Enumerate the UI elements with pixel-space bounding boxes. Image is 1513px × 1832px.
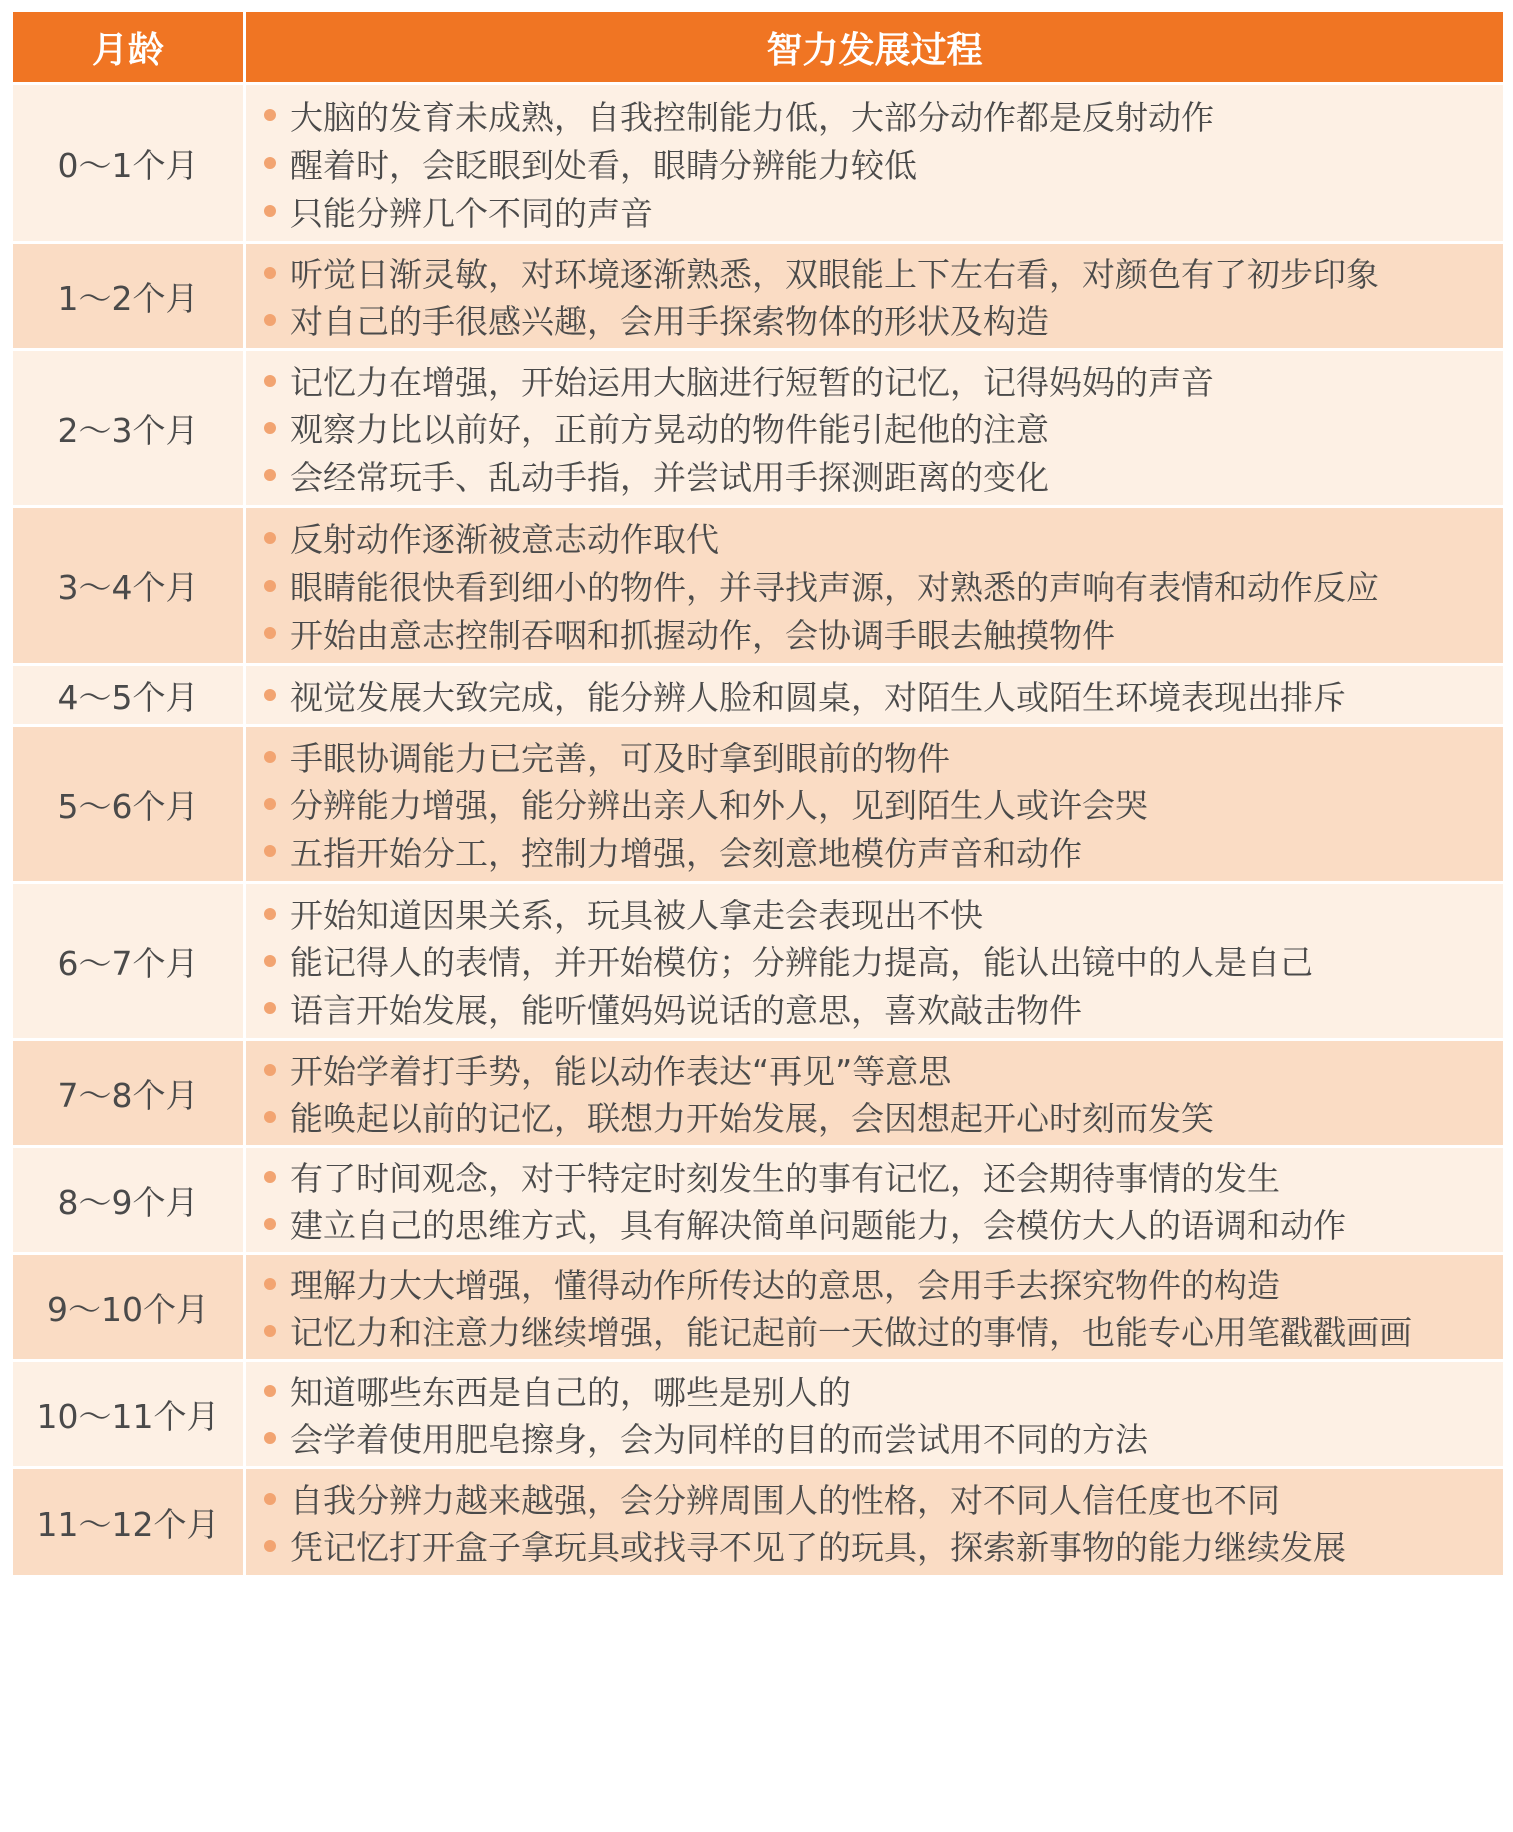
bullet-icon bbox=[264, 627, 276, 639]
item-text: 醒着时，会眨眼到处看，眼睛分辨能力较低 bbox=[290, 145, 917, 185]
bullet-icon bbox=[264, 157, 276, 169]
bullet-icon bbox=[264, 1218, 276, 1230]
bullet-icon bbox=[264, 1432, 276, 1444]
process-cell bbox=[246, 1255, 1503, 1359]
list-item bbox=[264, 672, 1497, 719]
item-text: 反射动作逐渐被意志动作取代 bbox=[290, 520, 719, 560]
bullet-icon bbox=[264, 422, 276, 434]
bullet-icon bbox=[264, 798, 276, 810]
item-text: 开始由意志控制吞咽和抓握动作，会协调手眼去触摸物件 bbox=[290, 615, 1115, 655]
list-item bbox=[264, 514, 1497, 562]
age-cell: 10～11个月 bbox=[13, 1362, 243, 1466]
development-table bbox=[13, 12, 1503, 1578]
list-item bbox=[264, 296, 1497, 343]
list-item bbox=[264, 1200, 1497, 1247]
age-cell: 11～12个月 bbox=[13, 1469, 243, 1575]
age-cell: 7～8个月 bbox=[13, 1041, 243, 1145]
bullet-icon bbox=[264, 955, 276, 967]
item-text: 观察力比以前好，正前方晃动的物件能引起他的注意 bbox=[290, 410, 1049, 450]
list-item bbox=[264, 91, 1497, 139]
list-item bbox=[264, 1307, 1497, 1354]
bullet-icon bbox=[264, 1325, 276, 1337]
item-text: 手眼协调能力已完善，可及时拿到眼前的物件 bbox=[290, 739, 950, 779]
list-item bbox=[264, 1367, 1497, 1414]
process-cell bbox=[246, 85, 1503, 241]
item-text: 只能分辨几个不同的声音 bbox=[290, 193, 653, 233]
list-item bbox=[264, 562, 1497, 610]
bullet-icon bbox=[264, 532, 276, 544]
table-row bbox=[13, 244, 1503, 348]
age-cell: 8～9个月 bbox=[13, 1148, 243, 1252]
list-item bbox=[264, 733, 1497, 780]
bullet-icon bbox=[264, 751, 276, 763]
list-item bbox=[264, 187, 1497, 235]
list-item bbox=[264, 780, 1497, 827]
item-text: 知道哪些东西是自己的，哪些是别人的 bbox=[290, 1373, 851, 1412]
item-text: 听觉日渐灵敏，对环境逐渐熟悉，双眼能上下左右看，对颜色有了初步印象 bbox=[290, 255, 1379, 294]
process-cell bbox=[246, 1469, 1503, 1575]
age-cell: 2～3个月 bbox=[13, 351, 243, 505]
process-cell bbox=[246, 884, 1503, 1038]
list-item bbox=[264, 1093, 1497, 1140]
header-process: 智力发展过程 bbox=[246, 12, 1503, 82]
table-row bbox=[13, 1469, 1503, 1575]
age-cell: 4～5个月 bbox=[13, 666, 243, 724]
process-cell bbox=[246, 1148, 1503, 1252]
bullet-icon bbox=[264, 205, 276, 217]
header-age: 月龄 bbox=[13, 12, 243, 82]
item-text: 眼睛能很快看到细小的物件，并寻找声源，对熟悉的声响有表情和动作反应 bbox=[290, 568, 1379, 607]
list-item bbox=[264, 609, 1497, 657]
bullet-icon bbox=[264, 314, 276, 326]
process-cell bbox=[246, 244, 1503, 348]
list-item bbox=[264, 1046, 1497, 1093]
age-cell: 0～1个月 bbox=[13, 85, 243, 241]
bullet-icon bbox=[264, 580, 276, 592]
age-cell: 5～6个月 bbox=[13, 727, 243, 881]
item-text: 五指开始分工，控制力增强，会刻意地模仿声音和动作 bbox=[290, 833, 1082, 873]
bullet-icon bbox=[264, 1493, 276, 1505]
age-cell: 3～4个月 bbox=[13, 508, 243, 663]
item-text: 理解力大大增强，懂得动作所传达的意思，会用手去探究物件的构造 bbox=[290, 1266, 1280, 1305]
list-item bbox=[264, 404, 1497, 451]
item-text: 语言开始发展，能听懂妈妈说话的意思，喜欢敲击物件 bbox=[290, 990, 1082, 1030]
list-item bbox=[264, 985, 1497, 1032]
table-row bbox=[13, 1255, 1503, 1359]
bullet-icon bbox=[264, 1171, 276, 1183]
bullet-icon bbox=[264, 109, 276, 121]
bullet-icon bbox=[264, 689, 276, 701]
process-cell bbox=[246, 351, 1503, 505]
item-text: 建立自己的思维方式，具有解决简单问题能力，会模仿大人的语调和动作 bbox=[290, 1206, 1346, 1245]
item-text: 记忆力和注意力继续增强，能记起前一天做过的事情，也能专心用笔戳戳画画 bbox=[290, 1313, 1412, 1352]
table-row bbox=[13, 884, 1503, 1038]
table-header bbox=[13, 12, 1503, 82]
age-cell: 1～2个月 bbox=[13, 244, 243, 348]
table-row bbox=[13, 1148, 1503, 1252]
item-text: 对自己的手很感兴趣，会用手探索物体的形状及构造 bbox=[290, 302, 1049, 341]
list-item bbox=[264, 1153, 1497, 1200]
item-text: 有了时间观念，对于特定时刻发生的事有记忆，还会期待事情的发生 bbox=[290, 1159, 1280, 1198]
item-text: 凭记忆打开盒子拿玩具或找寻不见了的玩具，探索新事物的能力继续发展 bbox=[290, 1528, 1346, 1567]
bullet-icon bbox=[264, 469, 276, 481]
item-text: 开始知道因果关系，玩具被人拿走会表现出不快 bbox=[290, 896, 983, 936]
item-text: 大脑的发育未成熟，自我控制能力低，大部分动作都是反射动作 bbox=[290, 97, 1214, 137]
list-item bbox=[264, 1522, 1497, 1569]
table-row bbox=[13, 727, 1503, 881]
list-item bbox=[264, 357, 1497, 404]
bullet-icon bbox=[264, 1111, 276, 1123]
table-row bbox=[13, 1041, 1503, 1145]
table-row bbox=[13, 508, 1503, 663]
bullet-icon bbox=[264, 845, 276, 857]
table-row bbox=[13, 1362, 1503, 1466]
process-cell bbox=[246, 1362, 1503, 1466]
item-text: 会经常玩手、乱动手指，并尝试用手探测距离的变化 bbox=[290, 457, 1049, 497]
table-row bbox=[13, 351, 1503, 505]
bullet-icon bbox=[264, 375, 276, 387]
list-item bbox=[264, 1414, 1497, 1461]
item-text: 自我分辨力越来越强，会分辨周围人的性格，对不同人信任度也不同 bbox=[290, 1481, 1280, 1520]
item-text: 能记得人的表情，并开始模仿；分辨能力提高，能认出镜中的人是自己 bbox=[290, 943, 1313, 983]
bullet-icon bbox=[264, 1002, 276, 1014]
item-text: 记忆力在增强，开始运用大脑进行短暂的记忆，记得妈妈的声音 bbox=[290, 363, 1214, 403]
list-item bbox=[264, 890, 1497, 937]
bullet-icon bbox=[264, 1064, 276, 1076]
table-row bbox=[13, 85, 1503, 241]
list-item bbox=[264, 1260, 1497, 1307]
item-text: 视觉发展大致完成，能分辨人脸和圆桌，对陌生人或陌生环境表现出排斥 bbox=[290, 677, 1346, 717]
bullet-icon bbox=[264, 267, 276, 279]
item-text: 会学着使用肥皂擦身，会为同样的目的而尝试用不同的方法 bbox=[290, 1420, 1148, 1459]
list-item bbox=[264, 139, 1497, 187]
list-item bbox=[264, 937, 1497, 984]
table-row bbox=[13, 666, 1503, 724]
age-cell: 9～10个月 bbox=[13, 1255, 243, 1359]
item-text: 分辨能力增强，能分辨出亲人和外人，见到陌生人或许会哭 bbox=[290, 786, 1148, 826]
process-cell bbox=[246, 666, 1503, 724]
item-text: 能唤起以前的记忆，联想力开始发展，会因想起开心时刻而发笑 bbox=[290, 1099, 1214, 1138]
table-body bbox=[13, 85, 1503, 1575]
age-cell: 6～7个月 bbox=[13, 884, 243, 1038]
process-cell bbox=[246, 1041, 1503, 1145]
item-text: 开始学着打手势，能以动作表达“再见”等意思 bbox=[290, 1052, 952, 1091]
bullet-icon bbox=[264, 1540, 276, 1552]
process-cell bbox=[246, 508, 1503, 663]
bullet-icon bbox=[264, 1385, 276, 1397]
process-cell bbox=[246, 727, 1503, 881]
list-item bbox=[264, 452, 1497, 499]
list-item bbox=[264, 828, 1497, 875]
list-item bbox=[264, 249, 1497, 296]
list-item bbox=[264, 1475, 1497, 1522]
bullet-icon bbox=[264, 908, 276, 920]
bullet-icon bbox=[264, 1278, 276, 1290]
